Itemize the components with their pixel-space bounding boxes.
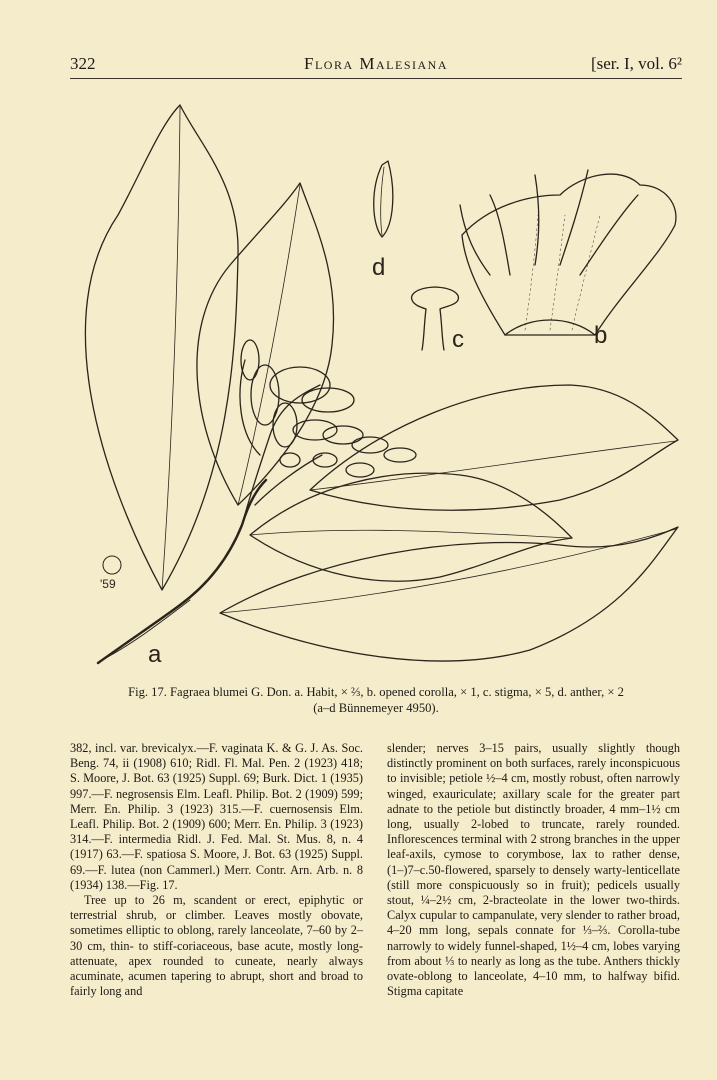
synonymy-paragraph: 382, incl. var. brevicalyx.—F. vaginata K. & G. J. As. Soc. Beng. 74, ii (1908) 610; Ridl. Fl. Mal. Pen. 2 (1923) 418; S. Moore, J. Bot. 63 (1925) Suppl. 69; Burk. Dict. 1 (1935) 997.—F. negrosensis Elm. Leafl. Philip. Bot. 2 (1909) 599; Merr. En. Philip. 3 (1923) 315.—F. cuernosensis Elm. Leafl. Philip. Bot. 2 (1909) 600; Merr. En. Philip. 3 (1923) 314.—F. intermedia Ridl. J. Fed. Mal. St. Mus. 8, n. 4 (1917) 63.—F. spatiosa S. Moore, J. Bot. 63 (1925) Suppl. 69.—F. lutea (non Cammerl.) Merr. Contr. Arn. Arb. n. 8 (1934) 138.—Fig. 17. (70, 741, 363, 892)
leaf-upper-middle (197, 183, 334, 505)
description-continued: slender; nerves 3–15 pairs, usually slightly though distinctly prominent on both surfaces, rarely inconspicuous to invisible; petiole ½–4 cm, mostly robust, often narrowly winged, exauriculate; axillary scale for the greater part adnate to the petiole but distinctly broader, 4 mm–1½ cm long, usually 2-lobed to truncate, rarely rounded. Inflorescences terminal with 2 strong branches in the upper leaf-axils, cymose to corymbose, lax to rather dense, (1–)7–c.50-flowered, sparsely to densely warty-lenticellate (still more conspicuously so in fruit); pedicels usually stout, ¼–2½ cm, 2-bracteolate in the lower two-thirds. Calyx cupular to campanulate, very slender to rather broad, 4–20 mm long, sepals connate for ⅓–⅔. Corolla-tube narrowly to widely funnel-shaped, 1½–4 cm, lobes varying from about ⅓ to nearly as long as the tube. Anthers thickly ovate-oblong to lanceolate, 4–10 mm, to halfway bifid. Stigma capitate (387, 741, 680, 999)
figure-label-d: d (372, 254, 386, 281)
header-rule (70, 78, 682, 79)
opened-corolla-detail (460, 170, 676, 335)
figure-label-a: a (148, 641, 162, 668)
caption-line-1: Fig. 17. Fagraea blumei G. Don. a. Habit, × ⅔, b. opened corolla, × 1, c. stigma, × 5, d. anther, × 2 (128, 685, 624, 699)
leaf-right-lower (220, 527, 678, 661)
page-number: 322 (70, 54, 96, 73)
figure-label-c: c (452, 326, 464, 353)
figure-caption (70, 684, 682, 716)
leaf-upper-left (85, 105, 238, 590)
monogram-year: '59 (100, 577, 116, 591)
artist-monogram (103, 556, 121, 574)
series-volume: [ser. I, vol. 6² (590, 54, 682, 73)
botanical-illustration (60, 95, 700, 680)
caption-line-2: (a–d Bünnemeyer 4950). (313, 701, 439, 715)
figure-label-b: b (594, 322, 608, 349)
running-header (70, 54, 682, 80)
journal-title: Flora Malesiana (304, 54, 448, 73)
leaf-middle (250, 473, 572, 581)
description-paragraph: Tree up to 26 m, scandent or erect, epiphytic or terrestrial shrub, or climber. Leaves mostly obovate, sometimes elliptic to oblong, rarely lanceolate, 7–60 by 2–30 cm, thin- to stiff-coriaceous, base acute, mostly long-attenuate, apex rounded to cuneate, nearly always acuminate, acumen tapering to abrupt, short and broad to fairly long and (70, 893, 363, 999)
left-text-column (70, 741, 363, 999)
right-text-column (387, 741, 680, 999)
